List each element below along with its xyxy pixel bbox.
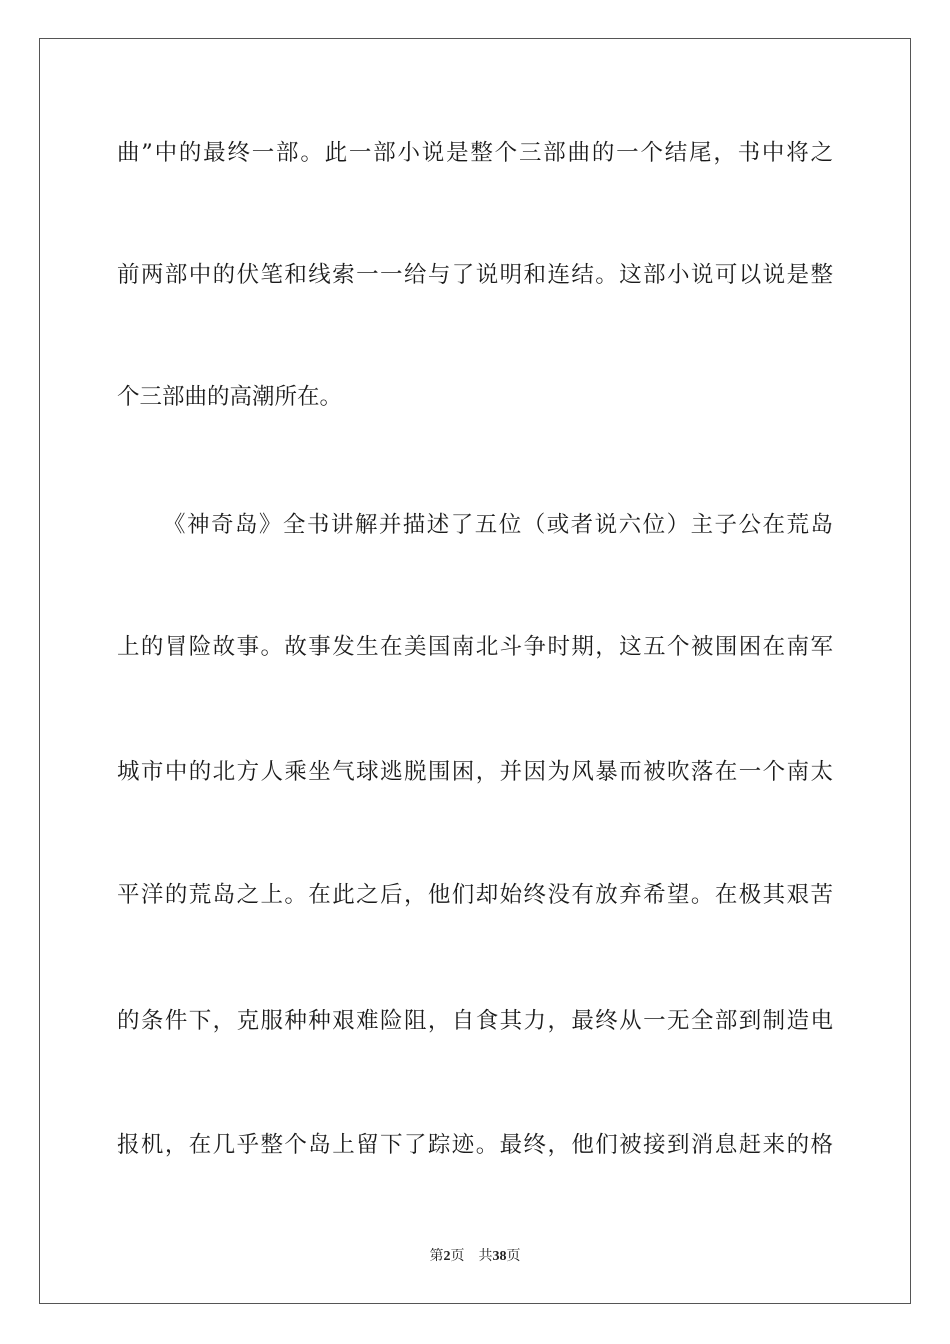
page-border xyxy=(39,38,911,1304)
total-suffix: 页 xyxy=(506,1248,521,1264)
body-line-7: 平洋的荒岛之上。在此之后，他们却始终没有放弃希望。在极其艰苦 xyxy=(117,882,833,908)
body-line-9: 报机，在几乎整个岛上留下了踪迹。最终，他们被接到消息赶来的格 xyxy=(117,1132,833,1158)
body-line-1: 曲”中的最终一部。此一部小说是整个三部曲的一个结尾，书中将之 xyxy=(117,140,833,166)
body-line-8: 的条件下，克服种种艰难险阻，自食其力，最终从一无全部到制造电 xyxy=(117,1008,833,1034)
body-line-2: 前两部中的伏笔和线索一一给与了说明和连结。这部小说可以说是整 xyxy=(117,262,833,288)
page-prefix: 第 xyxy=(429,1248,444,1264)
page-number: 2 xyxy=(443,1249,451,1264)
body-line-3: 个三部曲的高潮所在。 xyxy=(117,384,343,410)
body-line-4-paragraph-start: 《神奇岛》全书讲解并描述了五位（或者说六位）主子公在荒岛 xyxy=(163,512,833,538)
total-prefix: 共 xyxy=(478,1248,493,1264)
page-suffix: 页 xyxy=(450,1248,465,1264)
body-line-5: 上的冒险故事。故事发生在美国南北斗争时期，这五个被围困在南军 xyxy=(117,634,833,660)
body-line-6: 城市中的北方人乘坐气球逃脱围困，并因为风暴而被吹落在一个南太 xyxy=(117,759,833,785)
page-footer xyxy=(0,1246,950,1267)
total-pages: 38 xyxy=(492,1249,507,1264)
